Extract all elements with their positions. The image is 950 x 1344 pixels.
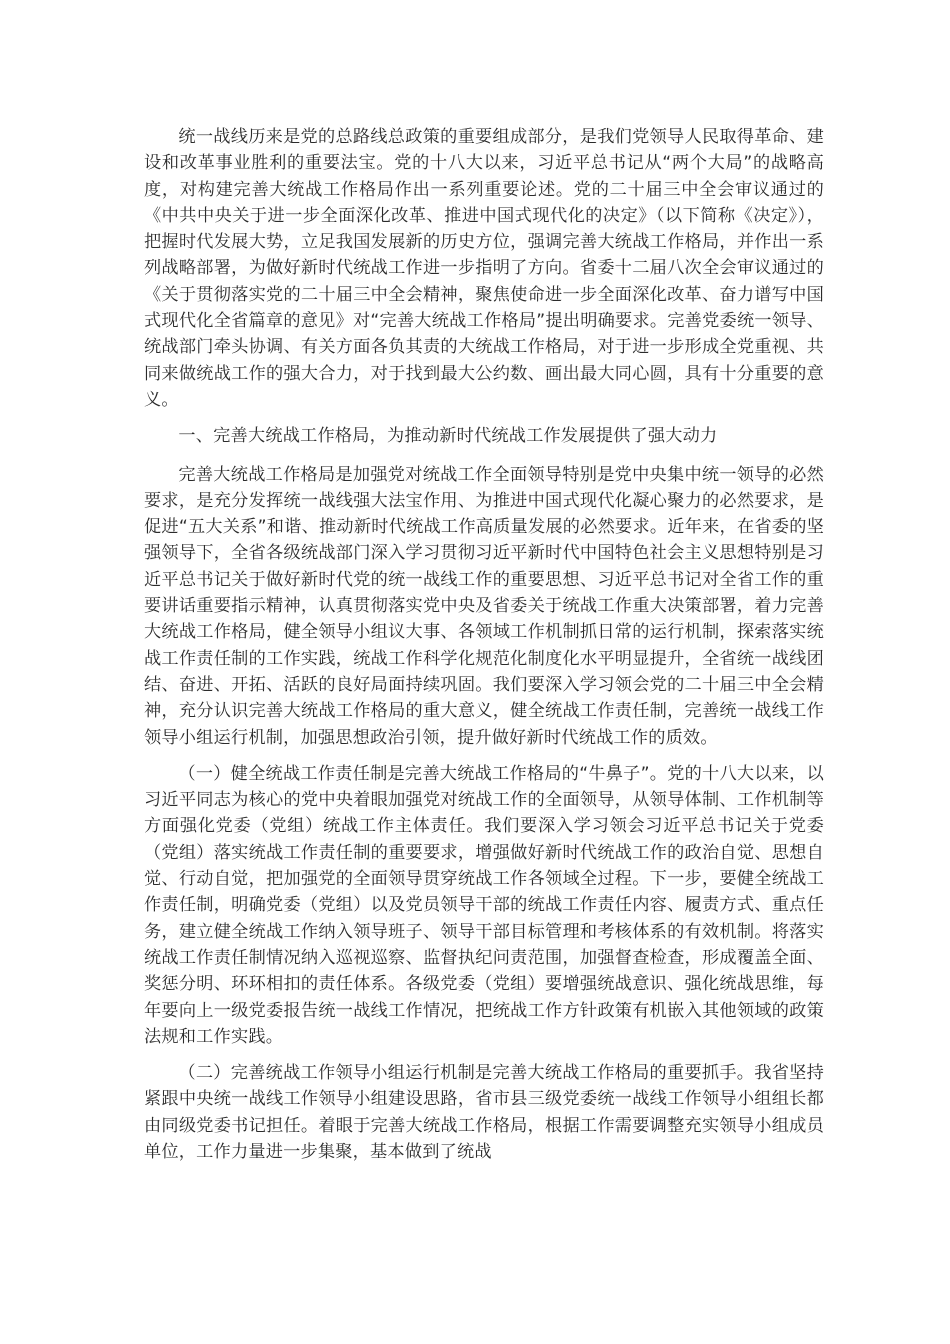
subsection-1-lead: （一）健全统战工作责任制是完善大统战工作格局的“牛鼻子”。 (178, 763, 668, 784)
document-page (144, 124, 824, 1175)
intro-paragraph: 统一战线历来是党的总路线总政策的重要组成部分，是我们党领导人民取得革命、建设和改革事业胜利的重要法宝。党的十八大以来，习近平总书记从“两个大局”的战略高度，对构建完善大统战工作格局作出一系列重要论述。党的二十届三中全会审议通过的《中共中央关于进一步全面深化改革、推进中国式现代化的决定》（以下简称《决定》），把握时代发展大势，立足我国发展新的历史方位，强调完善大统战工作格局，并作出一系列战略部署，为做好新时代统战工作进一步指明了方向。省委十二届八次全会审议通过的《关于贯彻落实党的二十届三中全会精神，聚焦使命进一步全面深化改革、奋力谱写中国式现代化全省篇章的意见》对“完善大统战工作格局”提出明确要求。完善党委统一领导、统战部门牵头协调、有关方面各负其责的大统战工作格局，对于进一步形成全党重视、共同来做统战工作的强大合力，对于找到最大公约数、画出最大同心圆，具有十分重要的意义。 (144, 127, 824, 410)
section-heading-1: 一、完善大统战工作格局，为推动新时代统战工作发展提供了强大动力 (178, 426, 718, 447)
subsection-1-paragraph (144, 761, 824, 1050)
subsection-1-body: 党的十八大以来，以习近平同志为核心的党中央着眼加强党对统战工作的全面领导，从领导体制、工作机制等方面强化党委（党组）统战工作主体责任。我们要深入学习领会习近平总书记关于党委（党组）落实统战工作责任制的重要要求，增强做好新时代统战工作的政治自觉、思想自觉、行动自觉，把加强党的全面领导贯穿统战工作各领域全过程。下一步，要健全统战工作责任制，明确党委（党组）以及党员领导干部的统战工作责任内容、履责方式、重点任务，建立健全统战工作纳入领导班子、领导干部目标管理和考核体系的有效机制。将落实统战工作责任制情况纳入巡视巡察、监督执纪问责范围，加强督查检查，形成覆盖全面、奖惩分明、环环相扣的责任体系。各级党委（党组）要增强统战意识、强化统战思维，每年要向上一级党委报告统一战线工作情况，把统战工作方针政策有机嵌入其他领域的政策法规和工作实践。 (144, 763, 824, 1047)
subsection-2-paragraph (144, 1060, 824, 1165)
subsection-2-lead: （二）完善统战工作领导小组运行机制是完善大统战工作格局的重要抓手。 (178, 1063, 755, 1084)
subsection-2-body: 我省坚持紧跟中央统一战线工作领导小组建设思路，省市县三级党委统一战线工作领导小组组长都由同级党委书记担任。着眼于完善大统战工作格局，根据工作需要调整充实领导小组成员单位，工作力量进一步集聚，基本做到了统战 (144, 1063, 824, 1162)
section-1-paragraph: 完善大统战工作格局是加强党对统战工作全面领导特别是党中央集中统一领导的必然要求，是充分发挥统一战线强大法宝作用、为推进中国式现代化凝心聚力的必然要求，是促进“五大关系”和谐、推动新时代统战工作高质量发展的必然要求。近年来，在省委的坚强领导下，全省各级统战部门深入学习贯彻习近平新时代中国特色社会主义思想特别是习近平总书记关于做好新时代党的统一战线工作的重要思想、习近平总书记对全省工作的重要讲话重要指示精神，认真贯彻落实党中央及省委关于统战工作重大决策部署，着力完善大统战工作格局，健全领导小组议大事、各领域工作机制抓日常的运行机制，探索落实统战工作责任制的工作实践，统战工作科学化规范化制度化水平明显提升，全省统一战线团结、奋进、开拓、活跃的良好局面持续巩固。我们要深入学习领会党的二十届三中全会精神，充分认识完善大统战工作格局的重大意义，健全统战工作责任制，完善统一战线工作领导小组运行机制，加强思想政治引领，提升做好新时代统战工作的质效。 (144, 464, 824, 748)
